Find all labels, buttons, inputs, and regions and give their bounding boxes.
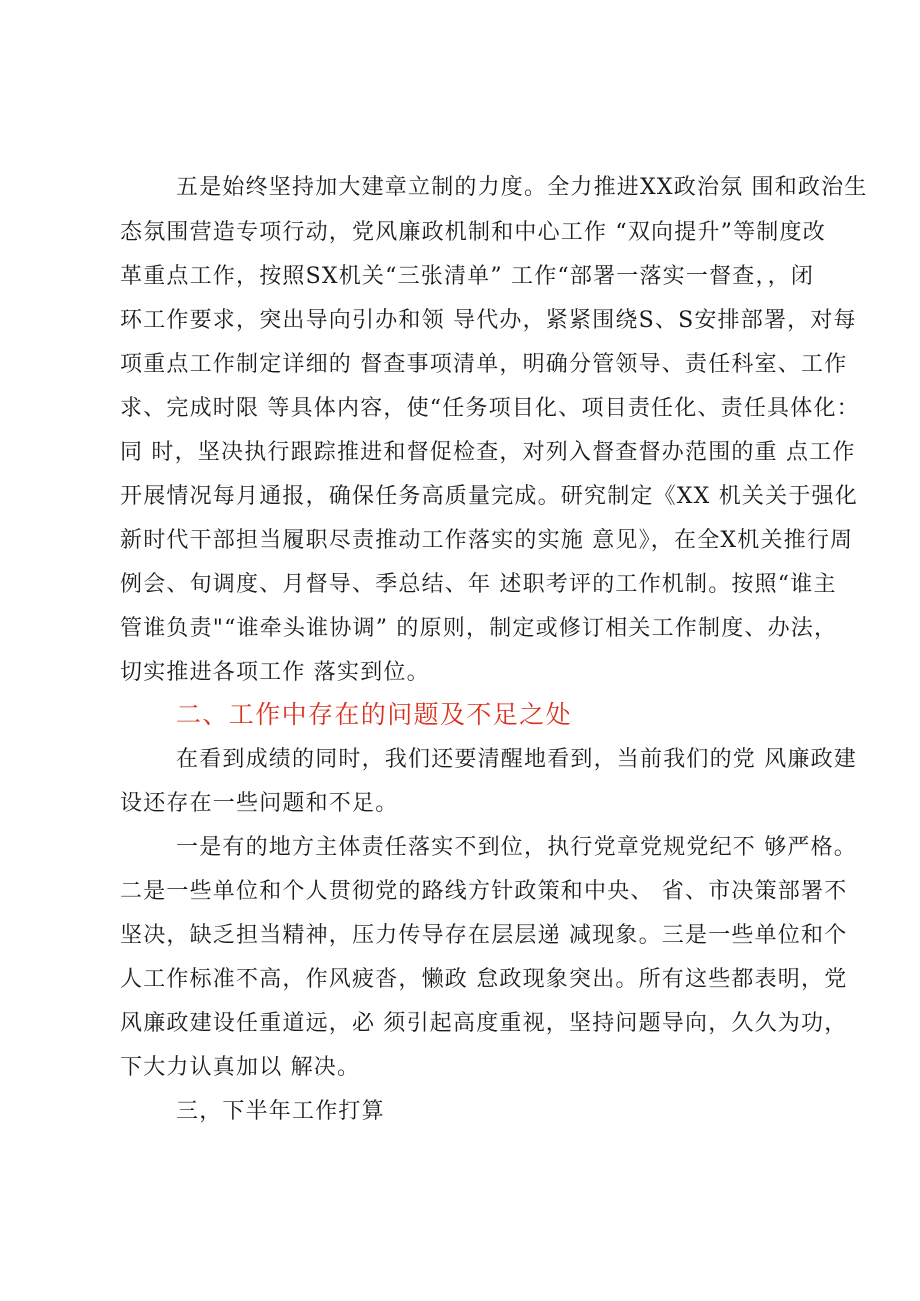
paragraph-line: 环工作要求，突出导向引办和领 导代办，紧紧围绕S、S安排部署，对每 (120, 308, 857, 333)
paragraph-line: 在看到成绩的同时，我们还要清醒地看到，当前我们的党 风廉政建 (176, 747, 857, 772)
section-heading: 二、工作中存在的问题及不足之处 (176, 700, 573, 729)
paragraph-line: 开展情况每月通报，确保任务高质量完成。研究制定《XX 机关关于强化 (120, 484, 858, 509)
paragraph-line: 风廉政建设任重道远，必 须引起高度重视，坚持问题导向，久久为功， (120, 1011, 848, 1036)
paragraph-line: 新时代干部担当履职尽责推动工作落实的实施 意见》，在全X机关推行周 (120, 528, 854, 553)
section-heading: 三，下半年工作打算 (176, 1099, 385, 1124)
paragraph-line: 革重点工作，按照SX机关“三张清单” 工作“部署一落实一督查，，闭 (120, 264, 815, 289)
paragraph-line: 求、完成时限 等具体内容，使“任务项目化、项目责任化、责任具体化： (120, 396, 860, 421)
paragraph-line: 下大力认真加以 解决。 (120, 1055, 361, 1080)
paragraph-line: 五是始终坚持加大建章立制的力度。全力推进XX政治氛 围和政治生 (176, 175, 868, 200)
paragraph-line: 态氛围营造专项行动，党风廉政机制和中心工作 “双向提升”等制度改 (120, 220, 826, 245)
paragraph-line: 人工作标准不高，作风疲沓，懒政 怠政现象突出。所有这些都表明，党 (120, 967, 848, 992)
paragraph-line: 管谁负责"“谁牵头谁协调” 的原则，制定或修订相关工作制度、办法， (120, 616, 838, 641)
paragraph-line: 一是有的地方主体责任落实不到位，执行党章党规党纪不 够严格。 (176, 835, 857, 860)
paragraph-line: 项重点工作制定详细的 督查事项清单，明确分管领导、责任科室、工作 (120, 352, 848, 377)
paragraph-line: 设还存在一些问题和不足。 (120, 791, 399, 816)
paragraph-line: 切实推进各项工作 落实到位。 (120, 660, 430, 685)
paragraph-line: 二是一些单位和个人贯彻党的路线方针政策和中央、 省、市决策部署不 (120, 879, 848, 904)
paragraph-line: 坚决，缺乏担当精神，压力传导存在层层递 减现象。三是一些单位和个 (120, 923, 848, 948)
paragraph-line: 例会、旬调度、月督导、季总结、年 述职考评的工作机制。按照“谁主 (120, 572, 837, 597)
paragraph-line: 同 时，坚决执行跟踪推进和督促检查，对列入督查督办范围的重 点工作 (120, 440, 856, 465)
